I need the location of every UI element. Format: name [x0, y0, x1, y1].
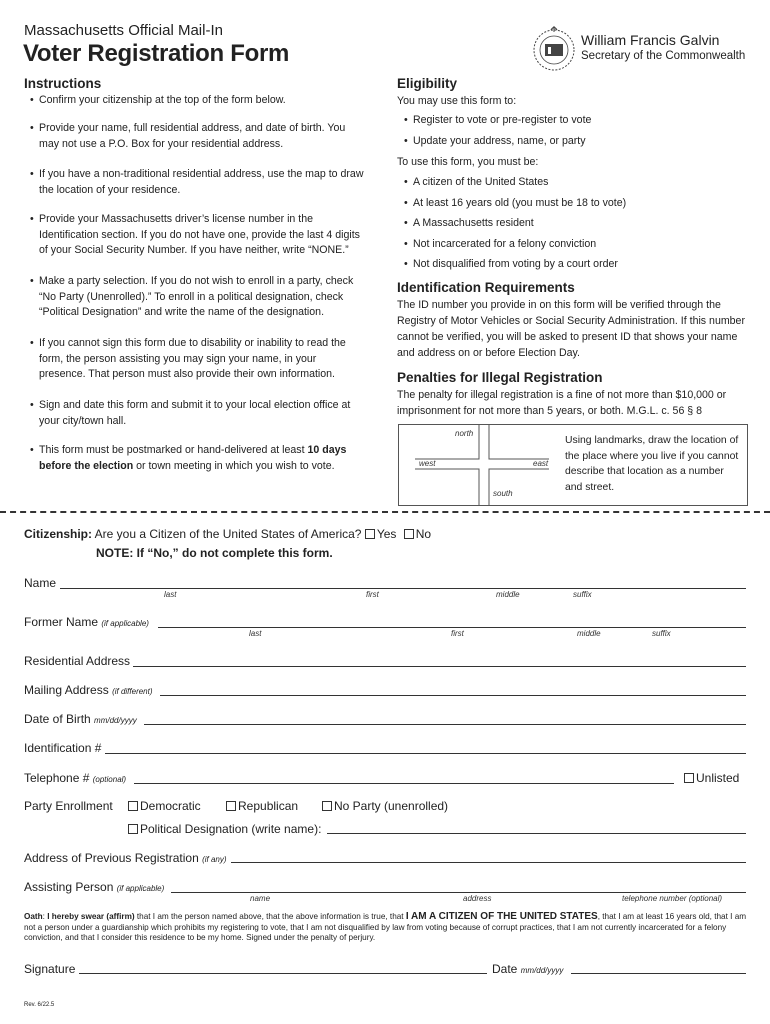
instruction-item: • Sign and date this form and submit it to your local election office at your city/town hall. — [30, 398, 365, 429]
telephone-line[interactable] — [134, 783, 674, 784]
name-line[interactable] — [60, 588, 746, 589]
caption-last: last — [164, 590, 177, 599]
eligibility-intro: To use this form, you must be: — [397, 156, 539, 168]
caption-middle: middle — [577, 629, 601, 638]
date-label: Date mm/dd/yyyy — [492, 962, 564, 976]
instruction-item: • If you have a non-traditional residential address, use the map to draw the location of your residence. — [30, 167, 365, 198]
cut-line — [0, 511, 770, 513]
revision-note: Rev. 6/22.5 — [24, 1002, 55, 1008]
no-party-checkbox[interactable] — [322, 801, 332, 811]
location-map-box[interactable] — [398, 424, 748, 506]
previous-address-line[interactable] — [231, 862, 746, 863]
identification-heading: Identification Requirements — [397, 280, 575, 295]
party-democratic[interactable]: Democratic — [128, 799, 201, 813]
former-name-label: Former Name (if applicable) — [24, 615, 149, 629]
dob-line[interactable] — [144, 724, 746, 725]
instruction-item: • Confirm your citizenship at the top of the form below. — [30, 93, 365, 109]
eligibility-use: • Update your address, name, or party — [404, 134, 744, 150]
party-republican[interactable]: Republican — [226, 799, 298, 813]
assisting-person-line[interactable] — [171, 892, 746, 893]
mailing-address-line[interactable] — [160, 695, 746, 696]
citizen-no-checkbox[interactable] — [404, 529, 414, 539]
instruction-item: • Make a party selection. If you do not wish to enroll in a party, check “No Party (Unenrolled).” To enroll in a political designation, check “Political Designation” and write the name of the designation. — [30, 274, 365, 321]
citizen-yes-checkbox[interactable] — [365, 529, 375, 539]
penalties-heading: Penalties for Illegal Registration — [397, 370, 603, 385]
map-south: south — [493, 489, 513, 498]
caption-telephone: telephone number (optional) — [622, 894, 723, 903]
penalties-text: The penalty for illegal registration is a fine of not more than $10,000 or imprisonment for not more than 5 years, or both. M.G.L. c. 56 § 8 — [397, 389, 727, 417]
caption-first: first — [366, 590, 379, 599]
map-west: west — [419, 459, 436, 468]
map-east: east — [533, 459, 549, 468]
former-name-line[interactable] — [158, 627, 746, 628]
instructions-heading: Instructions — [24, 76, 102, 91]
identification-label: Identification # — [24, 741, 102, 755]
signature-label: Signature — [24, 962, 76, 976]
residential-address-line[interactable] — [133, 666, 746, 667]
caption-name: name — [250, 894, 271, 903]
party-label: Party Enrollment — [24, 799, 113, 813]
assisting-person-label: Assisting Person (if applicable) — [24, 880, 165, 894]
identification-line[interactable] — [105, 753, 746, 754]
citizenship-note: NOTE: If “No,” do not complete this form. — [96, 546, 333, 560]
eligibility-req: • A Massachusetts resident — [404, 216, 744, 232]
residential-address-label: Residential Address — [24, 654, 131, 668]
party-political-designation[interactable]: Political Designation (write name): — [128, 822, 321, 836]
caption-suffix: suffix — [652, 629, 671, 638]
official-title: Secretary of the Commonwealth — [581, 50, 746, 62]
eligibility-req: • At least 16 years old (you must be 18 to vote) — [404, 196, 744, 212]
map-north: north — [455, 429, 474, 438]
eligibility-heading: Eligibility — [397, 76, 458, 91]
map-instructions: Using landmarks, draw the location of the place where you live if you cannot describe that location as a number and street. — [565, 435, 739, 493]
unlisted-option[interactable]: Unlisted — [684, 771, 739, 785]
previous-address-label: Address of Previous Registration (if any) — [24, 851, 227, 865]
instruction-item-deadline: • This form must be postmarked or hand-delivered at least 10 days before the election or town meeting in which you wish to vote. — [30, 443, 365, 474]
eligibility-intro: You may use this form to: — [397, 95, 517, 107]
instruction-item: • If you cannot sign this form due to disability or inability to read the form, the person assisting you may sign your name, in your presence. That person must also provide their own information. — [30, 336, 365, 383]
form-title: Voter Registration Form — [23, 40, 290, 67]
telephone-label: Telephone # (optional) — [24, 771, 127, 785]
caption-suffix: suffix — [573, 590, 592, 599]
form-subtitle: Massachusetts Official Mail-In — [24, 22, 223, 39]
eligibility-req: • Not disqualified from voting by a court order — [404, 257, 744, 273]
unlisted-checkbox[interactable] — [684, 773, 694, 783]
mailing-address-label: Mailing Address (if different) — [24, 683, 153, 697]
oath-text: Oath: I hereby swear (affirm) that I am the person named above, that the above information is true, that I AM A CITIZEN OF THE UNITED STATES, that I am at least 16 years old, that I am not a person under a guardianship which prohibits my registering to vote, that I am not disqualified by law from voting because of corrupt practices, that I am not currently incarcerated for a felony conviction, and that I consider this residence to be my home. Signed under the penalty of perjury. — [24, 911, 747, 942]
eligibility-req: • Not incarcerated for a felony conviction — [404, 237, 744, 253]
caption-address: address — [463, 894, 492, 903]
political-designation-checkbox[interactable] — [128, 824, 138, 834]
dob-label: Date of Birth mm/dd/yyyy — [24, 712, 137, 726]
party-none[interactable]: No Party (unenrolled) — [322, 799, 448, 813]
eligibility-use: • Register to vote or pre-register to vote — [404, 113, 744, 129]
republican-checkbox[interactable] — [226, 801, 236, 811]
name-label: Name — [24, 576, 57, 590]
instruction-item: • Provide your Massachusetts driver’s license number in the Identification section. If you do not have one, provide the last 4 digits of your Social Security Number. If you have neither, write “NONE.” — [30, 212, 365, 259]
instruction-item: • Provide your name, full residential address, and date of birth. You may not use a P.O. Box for your residential address. — [30, 121, 365, 152]
official-name: William Francis Galvin — [581, 32, 720, 48]
signature-line[interactable] — [79, 973, 487, 974]
caption-middle: middle — [496, 590, 520, 599]
caption-first: first — [451, 629, 464, 638]
political-designation-line[interactable] — [327, 833, 746, 834]
caption-last: last — [249, 629, 262, 638]
democratic-checkbox[interactable] — [128, 801, 138, 811]
eligibility-req: • A citizen of the United States — [404, 175, 744, 191]
identification-text: The ID number you provide in on this form will be verified through the Registry of Motor Vehicles or Social Security Administration. If this number cannot be verified, you will be asked to present ID that shows your name and address on or before Election Day. — [397, 299, 745, 359]
state-seal-icon — [531, 22, 577, 74]
citizenship-question: Citizenship: Are you a Citizen of the United States of America? Yes No — [24, 527, 432, 541]
date-line[interactable] — [571, 973, 746, 974]
